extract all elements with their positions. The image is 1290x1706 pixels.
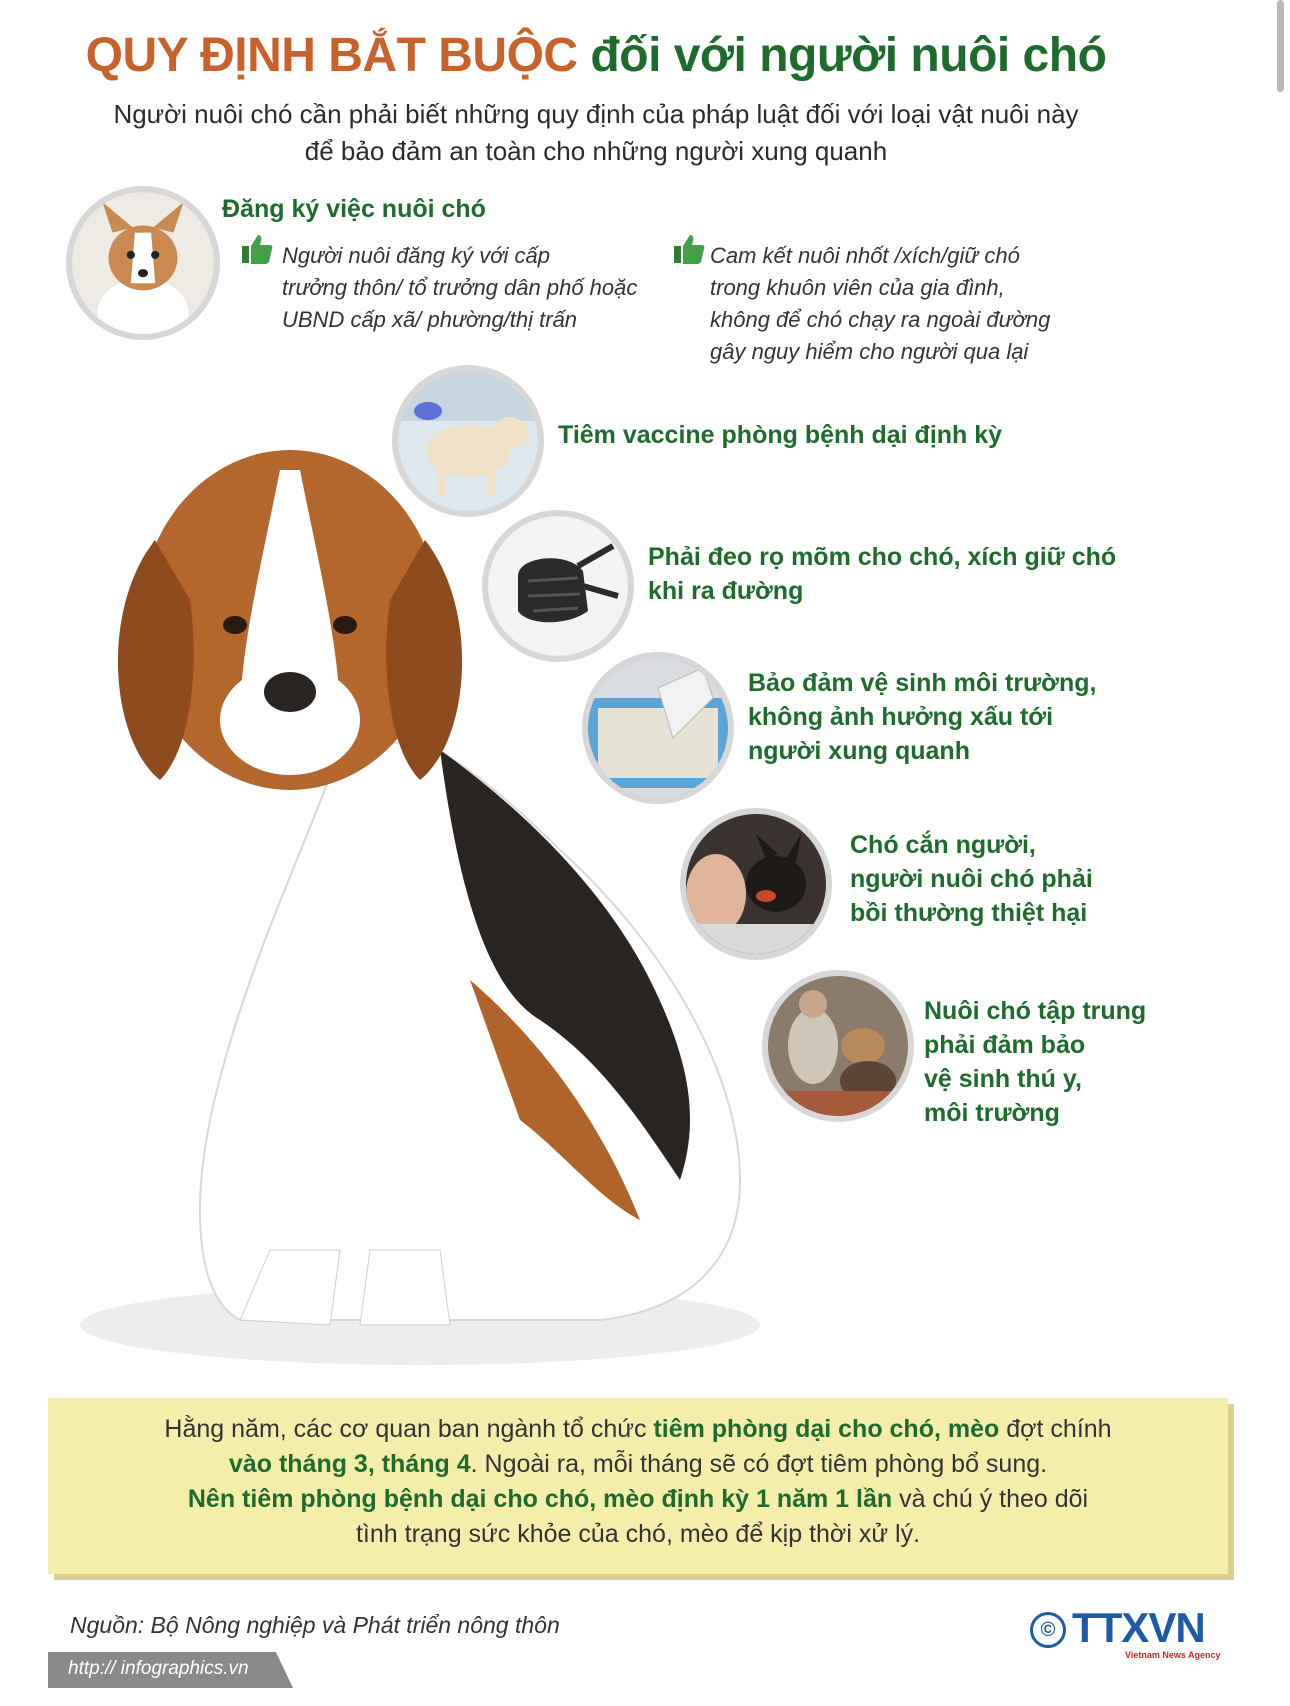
- subtitle-line: để bảo đảm an toàn cho những người xung quanh: [304, 136, 888, 166]
- ttxvn-logo: TTXVN: [1072, 1604, 1205, 1651]
- vaccine-photo: [392, 365, 544, 517]
- page-title: [0, 28, 1192, 83]
- note-line: Cam kết nuôi nhốt /xích/giữ chó: [710, 243, 1020, 268]
- subtitle-line: Người nuôi chó cần phải biết những quy định của pháp luật đối với loại vật nuôi này: [113, 99, 1079, 129]
- note-line: Người nuôi đăng ký với cấp: [282, 243, 551, 268]
- source-credit: Nguồn: Bộ Nông nghiệp và Phát triển nông thôn: [70, 1612, 560, 1638]
- thumbs-up-icon: [672, 232, 706, 266]
- info-text-bold: vào tháng 3, tháng 4: [228, 1450, 471, 1478]
- note-line: trong khuôn viên của gia đình,: [710, 275, 1005, 300]
- litter-box-photo: [582, 652, 734, 804]
- register-heading: [222, 192, 486, 226]
- title-part-2: đối với người nuôi chó: [590, 29, 1107, 82]
- info-text: . Ngoài ra, mỗi tháng sẽ có đợt tiêm phòng bổ sung.: [470, 1450, 1048, 1478]
- thumbs-up-icon: [240, 232, 274, 266]
- item-line: Chó cắn người,: [850, 831, 1036, 859]
- info-text-bold: tiêm phòng dại cho chó, mèo: [653, 1415, 1000, 1443]
- register-left-note: [282, 240, 637, 336]
- item-kennel-text: [924, 994, 1146, 1130]
- note-line: gây nguy hiểm cho người qua lại: [710, 339, 1029, 364]
- item-line: phải đảm bảo: [924, 1031, 1086, 1059]
- url-link[interactable]: http:// infographics.vn: [68, 1658, 249, 1679]
- info-line-1: [48, 1412, 1228, 1447]
- note-line: không để chó chạy ra ngoài đường: [710, 307, 1051, 332]
- item-line: Tiêm vaccine phòng bệnh dại định kỳ: [558, 421, 1003, 449]
- item-line: người xung quanh: [748, 737, 970, 765]
- item-line: không ảnh hưởng xấu tới: [748, 703, 1054, 731]
- kennel-photo: [762, 970, 914, 1122]
- info-text: tình trạng sức khỏe của chó, mèo để kịp thời xử lý.: [355, 1520, 921, 1548]
- item-vaccine-text: [558, 418, 1002, 452]
- item-line: Phải đeo rọ mõm cho chó, xích giữ chó: [648, 543, 1117, 571]
- info-text: đợt chính: [999, 1415, 1112, 1443]
- info-text: Hằng năm, các cơ quan ban ngành tổ chức: [164, 1415, 654, 1443]
- note-line: trưởng thôn/ tổ trưởng dân phố hoặc: [282, 275, 638, 300]
- item-line: Nuôi chó tập trung: [924, 997, 1147, 1025]
- register-heading-text: Đăng ký việc nuôi chó: [222, 195, 486, 223]
- copyright-icon: ©: [1030, 1612, 1066, 1648]
- info-line-3: [48, 1482, 1228, 1517]
- info-line-4: [48, 1517, 1228, 1552]
- biting-dog-photo: [680, 808, 832, 960]
- item-hygiene-text: [748, 666, 1096, 768]
- note-line: UBND cấp xã/ phường/thị trấn: [282, 307, 578, 332]
- info-line-2: [48, 1447, 1228, 1482]
- register-right-note: [710, 240, 1050, 368]
- scrollbar[interactable]: [1277, 0, 1284, 92]
- item-bite-text: [850, 828, 1093, 930]
- item-line: Bảo đảm vệ sinh môi trường,: [748, 669, 1097, 697]
- info-text-bold: Nên tiêm phòng bệnh dại cho chó, mèo định kỳ 1 năm 1 lần: [187, 1485, 893, 1513]
- item-line: người nuôi chó phải: [850, 865, 1093, 893]
- corgi-photo: [66, 186, 220, 340]
- item-line: bồi thường thiệt hại: [850, 899, 1088, 927]
- vaccination-info-box: [48, 1398, 1228, 1574]
- subtitle: [60, 96, 1132, 170]
- muzzle-photo: [482, 510, 634, 662]
- item-muzzle-text: [648, 540, 1116, 608]
- title-part-1: QUY ĐỊNH BẮT BUỘC: [85, 29, 578, 82]
- item-line: môi trường: [924, 1099, 1060, 1127]
- item-line: khi ra đường: [648, 577, 804, 605]
- info-text: và chú ý theo dõi: [892, 1485, 1089, 1513]
- item-line: vệ sinh thú y,: [924, 1065, 1082, 1093]
- logo-tagline: Vietnam News Agency: [1125, 1650, 1221, 1660]
